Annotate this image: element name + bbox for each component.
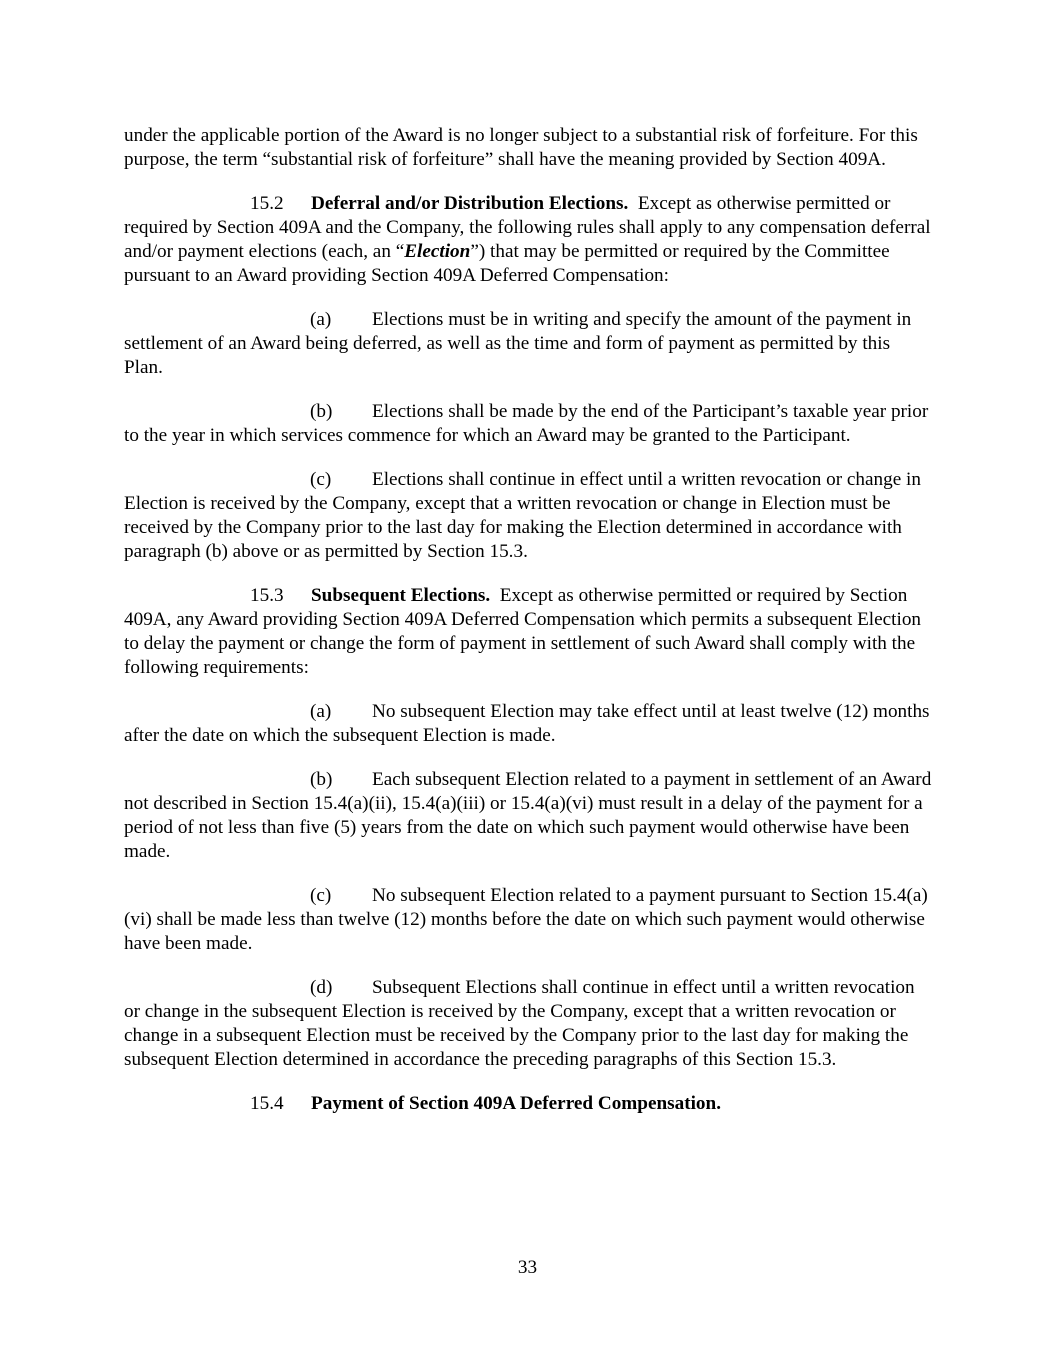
section-heading: Deferral and/or Distribution Elections. (311, 193, 629, 214)
item-label: (b) (310, 769, 333, 790)
item-label: (b) (310, 401, 333, 422)
section-15-4-heading (124, 1092, 932, 1116)
section-15-2-item-a: (a) Elections must be in writing and specify the amount of the payment in settlement of an Award being deferred, as well as the time and form of payment as permitted by this Plan. (124, 309, 912, 378)
item-label: (c) (310, 469, 332, 490)
intro-paragraph: under the applicable portion of the Award is no longer subject to a substantial risk of forfeiture. For this purpose, the term “substantial risk of forfeiture” shall have the meaning provided by Section 409A. (124, 125, 918, 170)
section-15-3-item-a: (a) No subsequent Election may take effect until at least twelve (12) months after the date on which the subsequent Election is made. (124, 701, 930, 746)
section-number: 15.2 (250, 193, 284, 214)
item-label: (a) (310, 309, 332, 330)
defined-term: Election (404, 241, 471, 262)
section-number: 15.3 (250, 585, 284, 606)
section-15-3-item-c: (c) No subsequent Election related to a payment pursuant to Section 15.4(a)(vi) shall be made less than twelve (12) months before the date on which such payment would otherwise have been made. (124, 885, 928, 954)
section-heading: Payment of Section 409A Deferred Compensation. (311, 1093, 721, 1114)
page-number: 33 (517, 1257, 538, 1278)
section-15-2-item-b: (b) Elections shall be made by the end of the Participant’s taxable year prior to the year in which services commence for which an Award may be granted to the Participant. (124, 401, 929, 446)
section-15-2-paragraph: 15.2 Deferral and/or Distribution Elections. Except as otherwise permitted or required by Section 409A and the Company, the following rules shall apply to any compensation deferral and/or payment elections (each, an “Election”) that may be permitted or required by the Committee pursuant to an Award providing Section 409A Deferred Compensation: (124, 193, 936, 286)
section-15-3-item-d: (d) Subsequent Elections shall continue in effect until a written revocation or change in the subsequent Election is received by the Company, except that a written revocation or change in a subsequent Election must be received by the Company prior to the last day for making the subsequent Election determined in accordance the preceding paragraphs of this Section 15.3. (124, 977, 915, 1070)
document-body (124, 124, 936, 1116)
section-15-3-item-b: (b) Each subsequent Election related to a payment in settlement of an Award not described in Section 15.4(a)(ii), 15.4(a)(iii) or 15.4(a)(vi) must result in a delay of the payment for a period of not less than five (5) years from the date on which such payment would otherwise have been made. (124, 769, 932, 862)
item-label: (d) (310, 977, 333, 998)
item-label: (c) (310, 885, 332, 906)
section-number: 15.4 (250, 1093, 284, 1114)
section-15-2-item-c: (c) Elections shall continue in effect until a written revocation or change in Election is received by the Company, except that a written revocation or change in Election must be received by the Company prior to the last day for making the Election determined in accordance with paragraph (b) above or as permitted by Section 15.3. (124, 469, 921, 562)
item-label: (a) (310, 701, 332, 722)
section-15-3-paragraph: 15.3 Subsequent Elections. Except as otherwise permitted or required by Section 409A, any Award providing Section 409A Deferred Compensation which permits a subsequent Election to delay the payment or change the form of payment in settlement of such Award shall comply with the following requirements: (124, 585, 926, 678)
section-heading: Subsequent Elections. (311, 585, 491, 606)
